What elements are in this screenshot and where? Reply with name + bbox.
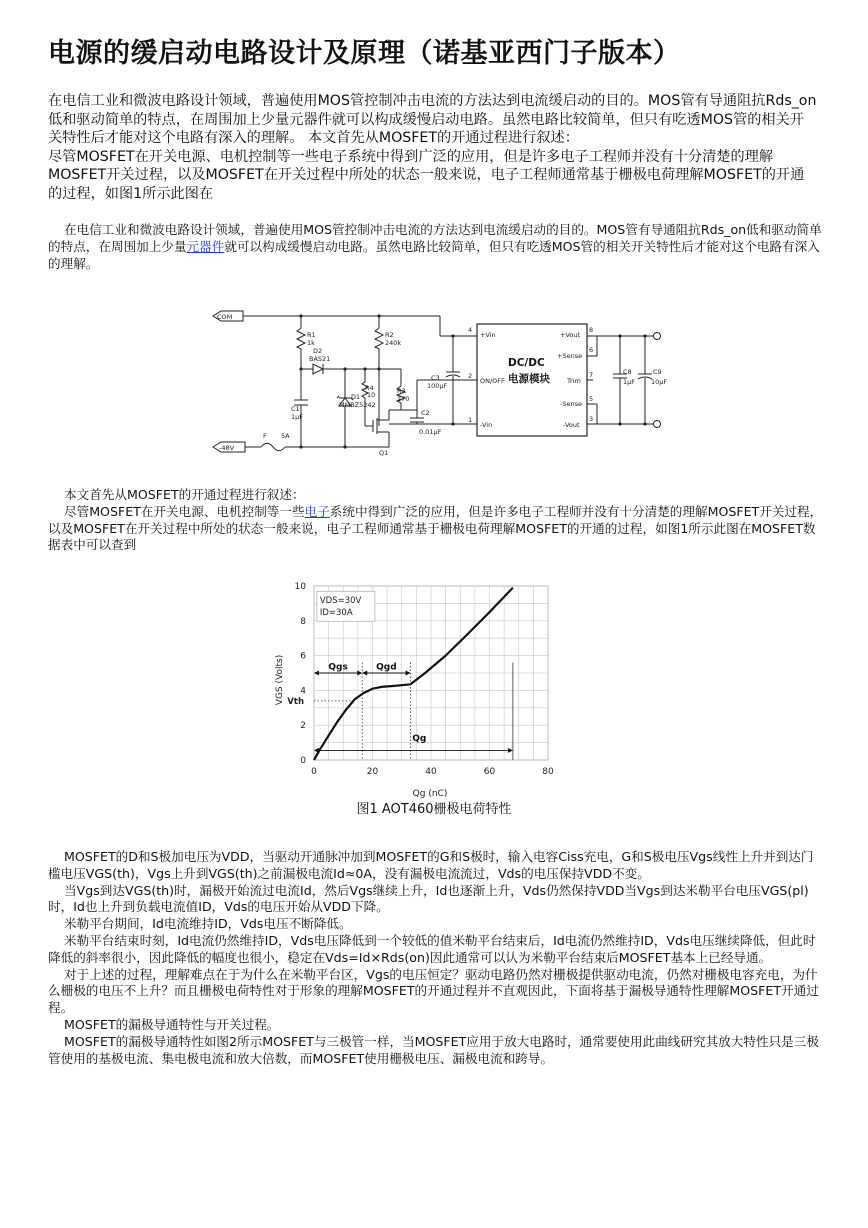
pin-vout-pos: +Vout [560, 331, 581, 339]
pin-vin-pos: +Vin [480, 331, 496, 339]
c1-label: C1 [291, 405, 300, 413]
body-section [48, 849, 823, 1067]
y-tick-label: 4 [300, 686, 306, 697]
c9-label: C9 [653, 368, 662, 376]
mosfet-text-before: 尽管MOSFET在开关电源、电机控制等一些 [64, 503, 305, 519]
intro-text-after: 就可以构成缓慢启动电路。虽然电路比较简单，但只有吃透MOS管的相关开关特性后才能对这个电路有深入的理解。 [48, 238, 820, 271]
r3-label: R3 [397, 387, 406, 395]
chart-x-axis-label: Qg (nC) [412, 789, 448, 798]
r2-label: R2 [385, 331, 394, 339]
pin-number-6: 6 [589, 346, 594, 354]
mosfet-intro-paragraph [48, 504, 823, 554]
condition-label: ID=30A [319, 608, 353, 619]
c3-label: C3 [431, 374, 440, 382]
x-tick-label: 60 [483, 767, 496, 777]
electronics-link[interactable]: 电子 [304, 503, 330, 519]
r4-value: 10 [367, 391, 376, 399]
soft-start-circuit-diagram [205, 306, 675, 462]
pin-onoff: ON/OFF [480, 377, 505, 385]
lead-paragraph-1: 在电信工业和微波电路设计领域，普遍使用MOS管控制冲击电流的方法达到电流缓启动的目的。MOS管有导通阻抗Rds_on低和驱动简单的特点，在周围加上少量元器件就可以构成缓慢启动电路。虽然电路比较简单，但只有吃透MOS管的相关开关特性后才能对这个电路有深入的理解。 本文首先从MOSFET的开通过程进行叙述： [48, 93, 817, 146]
pin-vout-neg: -Vout [563, 421, 580, 429]
x-tick-label: 80 [542, 767, 554, 777]
qg-label: Qg [412, 733, 427, 744]
condition-label: VDS=30V [319, 596, 362, 607]
y-tick-label: 0 [300, 756, 306, 766]
d2-part: BAS21 [309, 355, 331, 363]
d1-label: D1 [351, 393, 361, 401]
gate-charge-chart [268, 576, 568, 798]
y-tick-label: 2 [300, 721, 306, 732]
fuse-rating: 5A [281, 432, 290, 440]
module-subtitle: 电源模块 [508, 373, 550, 385]
c3-value: 100μF [427, 382, 448, 390]
mosfet-intro-section [48, 487, 823, 554]
x-tick-label: 0 [311, 767, 317, 777]
body-paragraph: 当Vgs到达VGS(th)时，漏极开始流过电流Id，然后Vgs继续上升，Id也逐渐上升，Vds仍然保持VDD当Vgs到达米勒平台电压VGS(pl)时，Id也上升到负载电流值ID，Vds的电压开始从VDD下降。 [48, 882, 809, 915]
body-paragraph: 对于上述的过程，理解难点在于为什么在米勒平台区，Vgs的电压恒定？驱动电路仍然对栅极提供驱动电流，仍然对栅极电容充电，为什么栅极的电压不上升？而且栅极电荷特性对于形象的理解MOSFET的开通过程并不直观因此，下面将基于漏极导通特性理解MOSFET开通过程。 [48, 966, 819, 1016]
chart-y-axis-label: VGS (Volts) [275, 654, 285, 706]
c1-value: 1μF [291, 413, 304, 421]
figure-caption: 图1 AOT460栅极电荷特性 [356, 802, 512, 817]
x-tick-label: 40 [425, 767, 437, 777]
mosfet-text-after: 系统中得到广泛的应用，但是许多电子工程师并没有十分清楚的理解MOSFET开关过程，以及MOSFET在开关过程中所处的状态一般来说，电子工程师通常基于栅极电荷理解MOSFET的开通的过程，如图1所示此图在MOSFET数据表中可以查到 [48, 503, 823, 553]
pin-number-8: 8 [589, 326, 594, 334]
r1-label: R1 [307, 331, 316, 339]
pin-vin-neg: -Vin [480, 421, 493, 429]
c2-label: C2 [421, 409, 430, 417]
c8-value: 1μF [623, 378, 636, 386]
pin-number-1: 1 [468, 416, 473, 424]
page-title: 电源的缓启动电路设计及原理（诺基亚西门子版本） [48, 38, 681, 69]
q1-label: Q1 [379, 449, 389, 457]
y-tick-label: 10 [294, 582, 306, 592]
lead-section [48, 92, 818, 203]
com-label: COM [217, 313, 233, 321]
x-tick-label: 20 [366, 767, 379, 777]
c8-label: C8 [623, 368, 632, 376]
neg48-label: -48V [219, 444, 235, 452]
r3-value: 270 [397, 395, 410, 403]
d1-part: MMBZ5242 [339, 401, 376, 409]
pin-number-2: 2 [468, 372, 473, 380]
r2-value: 240k [385, 339, 402, 347]
fuse-label: F [263, 432, 267, 440]
y-tick-label: 6 [300, 651, 306, 662]
pin-trim: Trim [567, 377, 581, 385]
qgd-label: Qgd [376, 662, 397, 673]
qgs-label: Qgs [328, 662, 348, 673]
pin-sense-pos: +Sense [557, 352, 583, 360]
body-paragraph: MOSFET的漏极导通特性如图2所示MOSFET与三极管一样，当MOSFET应用于放大电路时，通常要使用此曲线研究其放大特性只是三极管使用的基极电流、集电极电流和放大倍数，而MOSFET使用栅极电压、漏极电流和跨导。 [48, 1033, 819, 1066]
pin-number-5: 5 [589, 395, 594, 403]
components-link[interactable]: 元器件 [186, 238, 225, 254]
body-paragraph: 米勒平台期间，Id电流维持ID，Vds电压不断降低。 [64, 916, 352, 932]
intro-text-before: 在电信工业和微波电路设计领域，普遍使用MOS管控制冲击电流的方法达到电流缓启动的目的。MOS管有导通阻抗Rds_on低和驱动简单的特点，在周围加上少量 [48, 222, 822, 254]
r1-value: 1k [307, 339, 315, 347]
c9-value: 10μF [651, 378, 668, 386]
lead-paragraph-2: 尽管MOSFET在开关电源、电机控制等一些电子系统中得到广泛的应用，但是许多电子工程师并没有十分清楚的理解MOSFET开关过程，以及MOSFET在开关过程中所处的状态一般来说，电子工程师通常基于栅极电荷理解MOSFET的开通的过程，如图1所示此图在 [48, 148, 805, 202]
body-paragraph: MOSFET的D和S极加电压为VDD，当驱动开通脉冲加到MOSFET的G和S极时，输入电容Ciss充电，G和S极电压Vgs线性上升并到达门槛电压VGS(th)，Vgs上升到VGS(th)之前漏极电流Id≈0A，没有漏极电流流过，Vds的电压保持VDD不变。 [48, 849, 814, 881]
pin-number-3: 3 [589, 415, 594, 423]
intro-paragraph [48, 222, 823, 272]
mosfet-intro-line: 本文首先从MOSFET的开通过程进行叙述： [64, 487, 305, 502]
module-title: DC/DC [508, 357, 545, 369]
y-tick-label: 8 [300, 616, 306, 627]
c2-value: 0.01μF [419, 428, 442, 436]
pin-number-4: 4 [468, 326, 473, 334]
intro-section [48, 222, 823, 272]
r4-label: R4 [365, 384, 374, 392]
body-paragraph: 米勒平台结束时刻，Id电流仍然维持ID，Vds电压降低到一个较低的值米勒平台结束后，Id电流仍然维持ID，Vds电压继续降低，但此时降低的斜率很小，因此降低的幅度也很小，稳定在Vds=Id×Rds(on)因此通常可以认为米勒平台结束后MOSFET基本上已经导通。 [48, 932, 816, 965]
d2-label: D2 [313, 347, 323, 355]
vth-label: Vth [287, 696, 304, 707]
body-paragraph: MOSFET的漏极导通特性与开关过程。 [64, 1016, 280, 1032]
pin-number-7: 7 [589, 371, 594, 379]
pin-sense-neg: -Sense [560, 400, 582, 408]
